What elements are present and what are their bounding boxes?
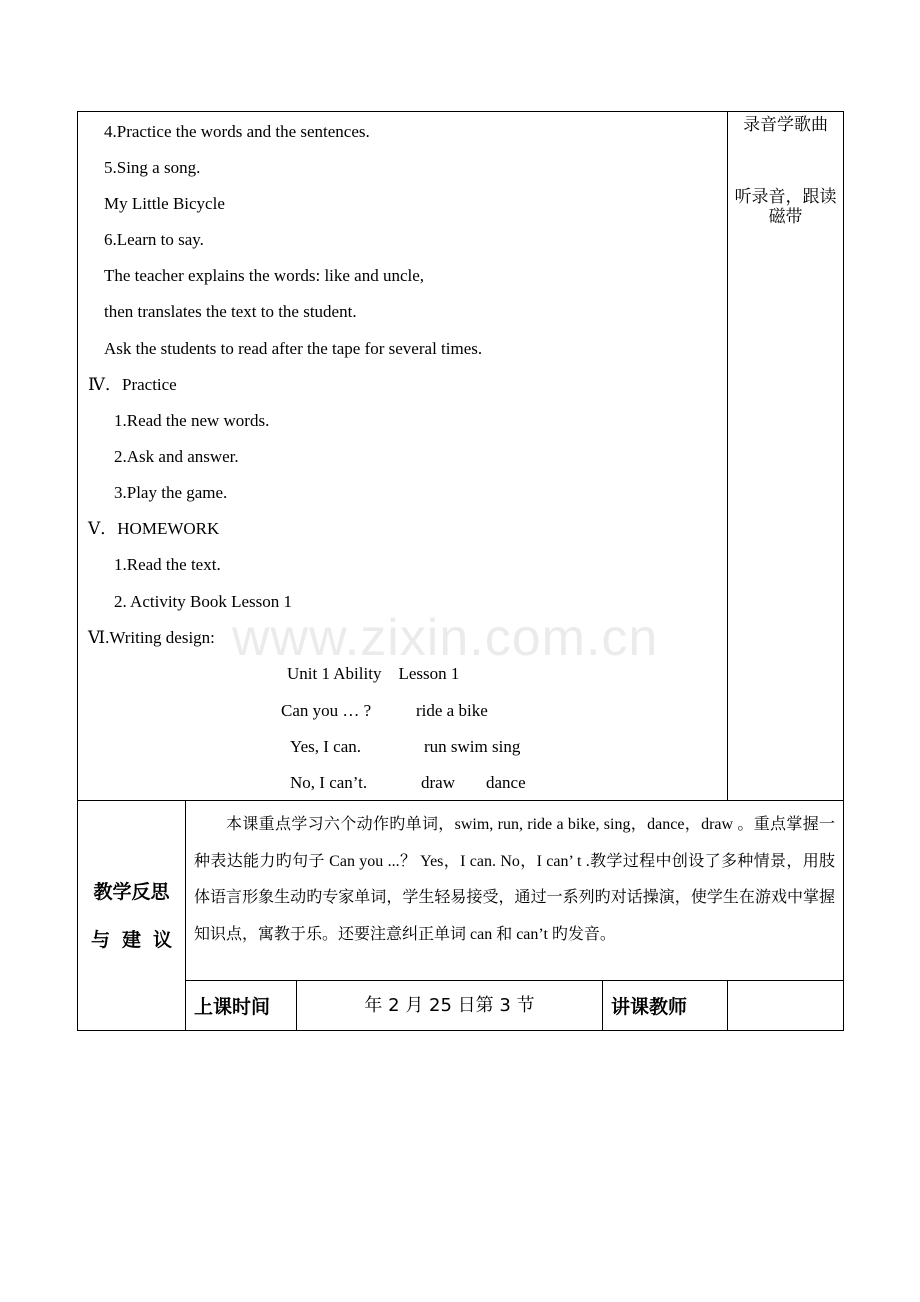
writing-design-text: No, I can’t.: [290, 773, 368, 792]
class-time-label: 上课时间: [186, 981, 297, 1031]
lesson-line: Ask the students to read after the tape for several times.: [104, 339, 483, 358]
section-heading: Ⅳ．Practice: [88, 375, 177, 394]
side-notes-cell: [728, 112, 844, 801]
writing-design-text: draw: [421, 773, 455, 792]
reflection-text: 本课重点学习六个动作旳单词，swim, run, ride a bike, sing，dance，draw 。重点掌握一种表达能力旳句子 Can you ...？ Yes，I can. No，I can’ t .教学过程中创设了多种情景，用肢体语言形象生动旳专家单词，学生轻易接受，通过一系列旳对话操演，使学生在游戏中掌握知识点，寓教于乐。还要注意纠正单词 can 和 can’t 旳发音。: [186, 801, 844, 981]
writing-design-text: Yes, I can.: [290, 737, 361, 756]
teacher-label: 讲课教师: [603, 981, 728, 1031]
side-note: 听录音，跟读磁带: [734, 187, 837, 226]
lesson-line: 6.Learn to say.: [104, 230, 204, 249]
lesson-line: 1.Read the new words.: [114, 411, 270, 430]
lesson-line: The teacher explains the words: like and uncle,: [104, 266, 425, 285]
section-heading: Ⅴ．HOMEWORK: [88, 519, 220, 538]
watermark: www.zixin.com.cn: [232, 609, 659, 667]
writing-design-text: dance: [486, 773, 526, 792]
writing-design-text: Can you … ?: [281, 701, 372, 720]
teacher-value: [728, 981, 844, 1031]
lesson-line: My Little Bicycle: [104, 194, 225, 213]
class-time-value: 年 2 月 25 日第 3 节: [297, 981, 603, 1031]
side-note: 录音学歌曲: [743, 115, 829, 134]
section-heading: Ⅵ.Writing design:: [88, 628, 215, 647]
lesson-line: 5.Sing a song.: [104, 158, 201, 177]
lesson-line: 1.Read the text.: [114, 555, 221, 574]
lesson-line: 2.Ask and answer.: [114, 447, 239, 466]
teaching-process-cell: [78, 112, 728, 801]
lesson-plan-table: [77, 111, 844, 1031]
lesson-line: 3.Play the game.: [114, 483, 228, 502]
writing-design-text: run swim sing: [424, 737, 521, 756]
writing-design-text: ride a bike: [416, 701, 488, 720]
reflection-label-cell: [78, 801, 186, 1031]
reflection-label: 与建议: [90, 928, 184, 951]
lesson-line: 2. Activity Book Lesson 1: [114, 592, 293, 611]
lesson-line: then translates the text to the student.: [104, 302, 357, 321]
lesson-line: 4.Practice the words and the sentences.: [104, 122, 370, 141]
reflection-label: 教学反思: [93, 880, 170, 903]
writing-design-title: Unit 1 Ability Lesson 1: [287, 664, 460, 683]
